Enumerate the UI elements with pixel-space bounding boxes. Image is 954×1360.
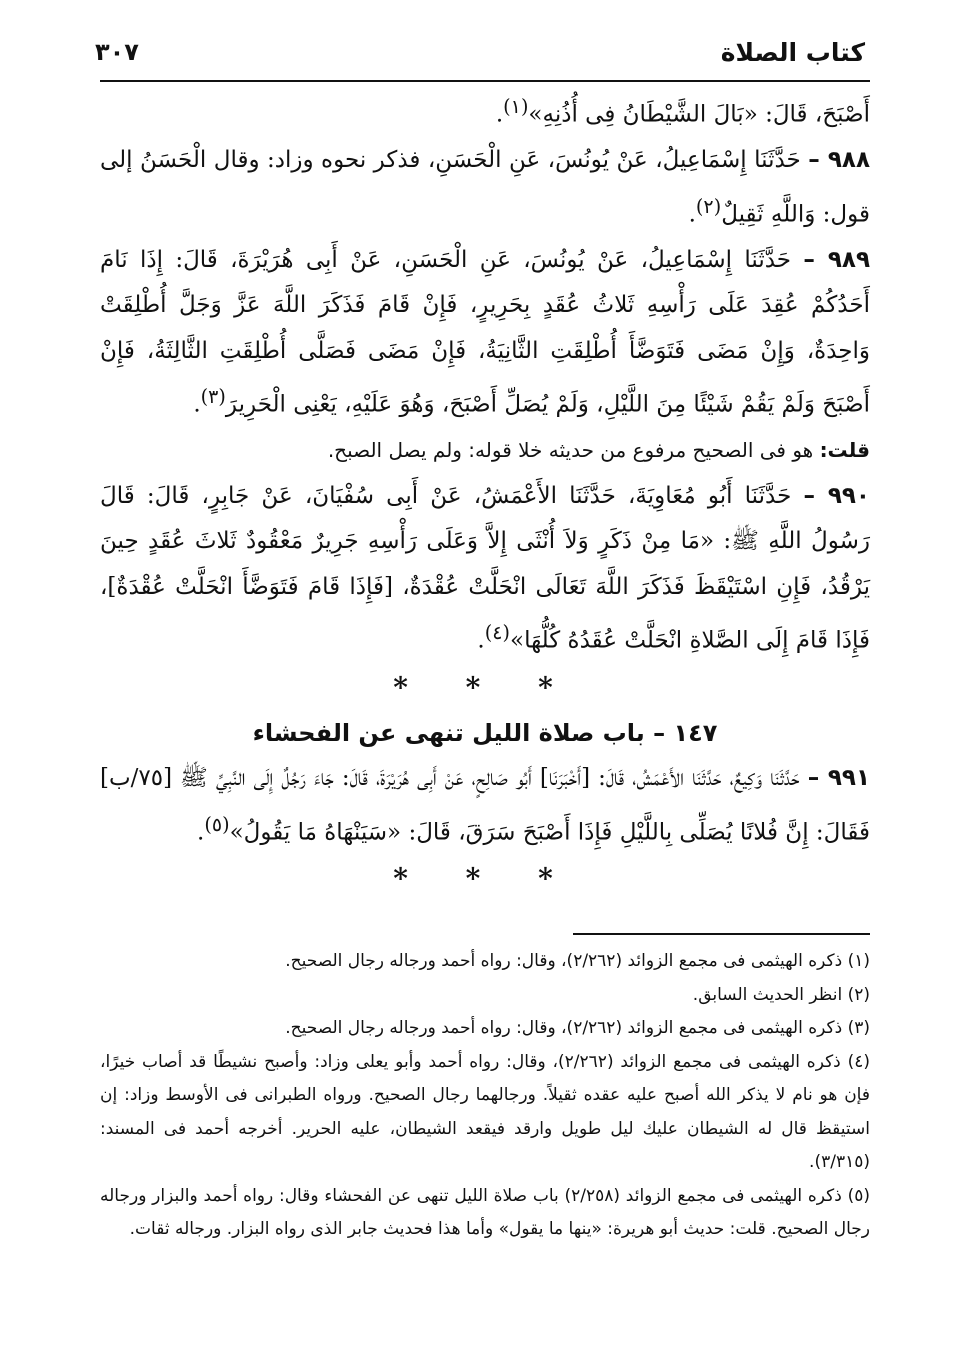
- footnote-item: (٣) ذكره الهيثمى فى مجمع الزوائد (٢/٢٦٢)، وقال: رواه أحمد ورجاله رجال الصحيح.: [285, 1018, 870, 1038]
- footnote-ref: (١): [503, 95, 529, 118]
- footnote-divider: [573, 933, 870, 935]
- footnote-item: (٥) ذكره الهيثمى فى مجمع الزوائد (٢/٢٥٨) باب صلاة الليل تنهى عن الفحشاء وقال: رواه أحمد والبزار ورجاله رجال الصحيح. قلت: حديث أبو هريرة: «ينها ما يقول» وأما هذا فحديث جابر الذى رواه البزار. ورجاله ثقات.: [100, 1185, 870, 1239]
- footnote-item: (٢) انظر الحديث السابق.: [692, 984, 870, 1005]
- footnote-ref: (٤): [484, 621, 510, 645]
- footnote-ref: (٥): [204, 812, 230, 836]
- page-number: ٣٠٧: [95, 38, 139, 66]
- footnote-item: (٤) ذكره الهيثمى فى مجمع الزوائد (٢/٢٦٢)، وقال: رواه أحمد وأبو يعلى وزاد: وأصبح نشيطًا قد أصاب خيرًا، فإن هو نام لا يذكر الله أصبح عليه عقده ثقيلاً. ورجالهما رجال الصحيح. ورواه الطبرانى فى الأوسط وزاد: إن استيقظ قال له الشيطان عليك ليل طويل وارقد فيقعد الشيطان، عليه الحرير. أخرجه أحمد فى المسند: (٣/٣١٥).: [100, 1051, 870, 1172]
- header-divider: [100, 80, 870, 82]
- hadith-number: ٩٩٠ –: [803, 482, 870, 509]
- footnote-item: (١) ذكره الهيثمى فى مجمع الزوائد (٢/٢٦٢)، وقال: رواه أحمد ورجاله رجال الصحيح.: [285, 951, 870, 971]
- hadith-number: ٩٨٨ –: [808, 147, 871, 174]
- main-text: [100, 84, 870, 902]
- running-title: كتاب الصلاة: [720, 37, 865, 67]
- hadith-991: ٩٩١ – حَدَّثَنَا وَكِيعٌ، حَدَّثَنَا الأَعْمَشُ، قَالَ: [أَخْبَرَنَا] أَبُو صَالِحٍ، عَنْ أَبِى هُرَيْرَةَ، قَالَ: جَاءَ رَجُلٌ إِلَى النَّبِيِّ ﷺ [٧٥/ب] فَقَالَ: إِنَّ فُلانًا يُصَلِّى بِاللَّيْلِ فَإِذَا أَصْبَحَ سَرَقَ، قَالَ: «سَيَنْهَاهُ مَا يَقُولُ»$^{(٥)}$.: [100, 765, 870, 846]
- hadith-989: ٩٨٩ – حَدَّثَنَا إِسْمَاعِيلُ، عَنْ يُونُسَ، عَنِ الْحَسَنِ، عَنْ أَبِى هُرَيْرَةَ، قَالَ: إِذَا نَامَ أَحَدُكُمْ عُقِدَ عَلَى رَأْسِهِ ثَلاثُ عُقَدٍ بِحَرِيرٍ، فَإِنْ قَامَ فَذَكَرَ اللَّهَ عَزَّ وَجَلَّ أُطْلِقَتْ وَاحِدَةٌ، وَإِنْ مَضَى فَتَوَضَّأَ أُطْلِقَتِ الثَّانِيَةُ، فَإِنْ مَضَى فَصَلَّى أُطْلِقَتِ الثَّالِثَةُ، فَإِنْ أَصْبَحَ وَلَمْ يَقُمْ شَيْئًا مِنَ اللَّيْلِ، وَلَمْ يُصَلِّ أَصْبَحَ، وَهُوَ عَلَيْهِ، يَعْنِى الْحَرِيرَ$^{(٣)}$.: [100, 246, 870, 418]
- hadith-number: ٩٨٩ –: [803, 246, 870, 273]
- footnotes: [100, 945, 870, 1247]
- qult-note: قلت: هو فى الصحيح مرفوع من حديثه خلا قوله: ولم يصل الصبح.: [327, 438, 870, 463]
- page-header: [95, 30, 865, 74]
- continuation-paragraph: أَصْبَحَ، قَالَ: «بَالَ الشَّيْطَانُ فِى أُذُنِهِ»$^{(١)}$.: [495, 95, 870, 128]
- section-separator: * * *: [393, 670, 577, 704]
- qult-label: قلت:: [819, 438, 870, 463]
- chapter-heading: ١٤٧ – باب صلاة الليل تنهى عن الفحشاء: [252, 718, 718, 747]
- hadith-988: ٩٨٨ – حَدَّثَنَا إِسْمَاعِيلُ، عَنْ يُونُسَ، عَنِ الْحَسَنِ، فذكر نحوه وزاد: وقال الْحَسَنُ إلى قول: وَاللَّهِ ثَقِيلٌ$^{(٢)}$.: [100, 147, 871, 228]
- hadith-number: ٩٩١ –: [807, 765, 870, 792]
- hadith-990: ٩٩٠ – حَدَّثَنَا أَبُو مُعَاوِيَةَ، حَدَّثَنَا الأَعْمَشُ، عَنْ أَبِى سُفْيَانَ، عَنْ جَابِرٍ، قَالَ: قَالَ رَسُولُ اللَّهِ ﷺ: «مَا مِنْ ذَكَرٍ وَلاَ أُنْثَى إِلاَّ وَعَلَى رَأْسِهِ جَرِيرٌ مَعْقُودٌ ثَلاثَ عُقَدٍ حِينَ يَرْقُدُ، فَإِنِ اسْتَيْقَظَ فَذَكَرَ اللَّهَ تَعَالَى انْحَلَّتْ عُقْدَةٌ، [فَإِذَا قَامَ فَتَوَضَّأَ انْحَلَّتْ عُقْدَةٌ]، فَإِذَا قَامَ إِلَى الصَّلاةِ انْحَلَّتْ عُقَدُهُ كُلُّهَا»$^{(٤)}$.: [100, 482, 870, 655]
- footnote-ref: (٢): [695, 194, 722, 218]
- section-separator: * * *: [393, 861, 577, 895]
- footnote-ref: (٣): [200, 385, 226, 409]
